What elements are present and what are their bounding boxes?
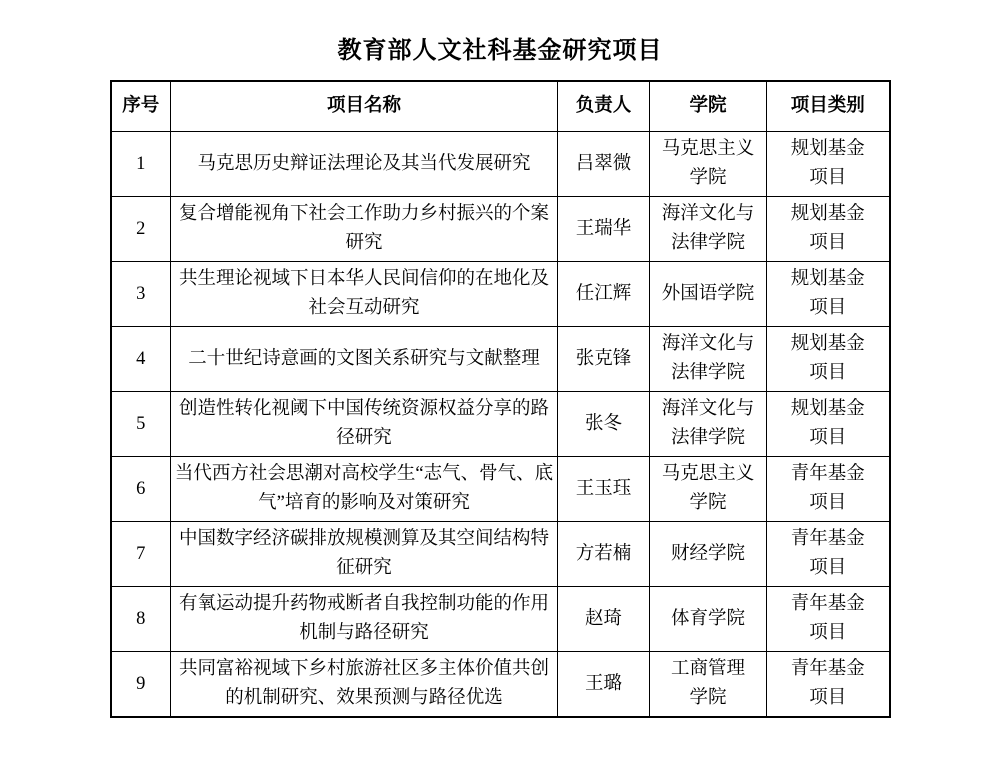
header-row — [111, 81, 890, 132]
cell-project-name: 复合增能视角下社会工作助力乡村振兴的个案研究 — [171, 197, 558, 262]
cell-category: 青年基金 项目 — [767, 522, 890, 587]
cell-leader: 王瑞华 — [558, 197, 650, 262]
table-row — [111, 457, 890, 522]
cell-college: 外国语学院 — [650, 262, 767, 327]
cell-college: 马克思主义 学院 — [650, 457, 767, 522]
cell-college: 海洋文化与 法律学院 — [650, 392, 767, 457]
projects-table — [110, 80, 891, 718]
cell-project-name: 当代西方社会思潮对高校学生“志气、骨气、底气”培育的影响及对策研究 — [171, 457, 558, 522]
cell-project-name: 中国数字经济碳排放规模测算及其空间结构特征研究 — [171, 522, 558, 587]
cell-project-name: 共生理论视域下日本华人民间信仰的在地化及社会互动研究 — [171, 262, 558, 327]
table-row — [111, 132, 890, 197]
cell-college: 体育学院 — [650, 587, 767, 652]
cell-leader: 任江辉 — [558, 262, 650, 327]
cell-serial: 6 — [111, 457, 171, 522]
column-header-project-name: 项目名称 — [171, 81, 558, 132]
table-row — [111, 262, 890, 327]
table-row — [111, 522, 890, 587]
cell-leader: 王玉珏 — [558, 457, 650, 522]
cell-leader: 赵琦 — [558, 587, 650, 652]
table-row — [111, 652, 890, 718]
column-header-leader: 负责人 — [558, 81, 650, 132]
cell-serial: 4 — [111, 327, 171, 392]
cell-category: 青年基金 项目 — [767, 652, 890, 718]
cell-serial: 7 — [111, 522, 171, 587]
cell-college: 海洋文化与 法律学院 — [650, 327, 767, 392]
cell-leader: 王璐 — [558, 652, 650, 718]
cell-serial: 9 — [111, 652, 171, 718]
cell-leader: 方若楠 — [558, 522, 650, 587]
column-header-serial: 序号 — [111, 81, 171, 132]
cell-category: 规划基金 项目 — [767, 262, 890, 327]
cell-serial: 5 — [111, 392, 171, 457]
cell-serial: 3 — [111, 262, 171, 327]
cell-serial: 2 — [111, 197, 171, 262]
cell-college: 海洋文化与 法律学院 — [650, 197, 767, 262]
cell-college: 财经学院 — [650, 522, 767, 587]
cell-project-name: 创造性转化视阈下中国传统资源权益分享的路径研究 — [171, 392, 558, 457]
cell-project-name: 有氧运动提升药物戒断者自我控制功能的作用机制与路径研究 — [171, 587, 558, 652]
cell-serial: 1 — [111, 132, 171, 197]
cell-leader: 张克锋 — [558, 327, 650, 392]
cell-college: 马克思主义 学院 — [650, 132, 767, 197]
table-row — [111, 587, 890, 652]
table-row — [111, 327, 890, 392]
cell-project-name: 共同富裕视域下乡村旅游社区多主体价值共创的机制研究、效果预测与路径优选 — [171, 652, 558, 718]
column-header-college: 学院 — [650, 81, 767, 132]
cell-college: 工商管理 学院 — [650, 652, 767, 718]
cell-category: 规划基金 项目 — [767, 327, 890, 392]
cell-category: 规划基金 项目 — [767, 197, 890, 262]
cell-category: 规划基金 项目 — [767, 392, 890, 457]
cell-serial: 8 — [111, 587, 171, 652]
cell-category: 规划基金 项目 — [767, 132, 890, 197]
cell-category: 青年基金 项目 — [767, 457, 890, 522]
table-row — [111, 392, 890, 457]
cell-leader: 吕翠微 — [558, 132, 650, 197]
cell-project-name: 马克思历史辩证法理论及其当代发展研究 — [171, 132, 558, 197]
column-header-category: 项目类别 — [767, 81, 890, 132]
page-title: 教育部人文社科基金研究项目 — [337, 38, 663, 64]
cell-category: 青年基金 项目 — [767, 587, 890, 652]
table-row — [111, 197, 890, 262]
cell-leader: 张冬 — [558, 392, 650, 457]
cell-project-name: 二十世纪诗意画的文图关系研究与文献整理 — [171, 327, 558, 392]
